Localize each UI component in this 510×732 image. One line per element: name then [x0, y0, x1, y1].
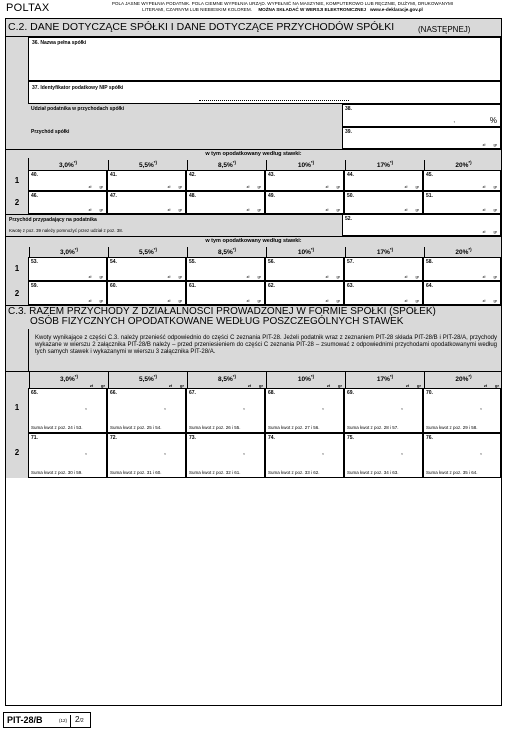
- header-note-2a: LITERAMI, CZARNYM LUB NIEBIESKIM KOLOREM.: [142, 6, 252, 12]
- field-64-currency: [483, 298, 497, 303]
- field-68-number: 68.: [268, 390, 275, 396]
- field-42[interactable]: [186, 170, 265, 191]
- gr-label: gr: [415, 184, 419, 189]
- field-57[interactable]: [344, 257, 423, 281]
- field-66[interactable]: [107, 388, 186, 433]
- field-69-number: 69.: [347, 390, 354, 396]
- row-2b-text: 2: [14, 289, 20, 298]
- section-c3-title: [6, 305, 501, 330]
- rate2-10: [266, 247, 345, 257]
- field-75-number: 75.: [347, 435, 354, 441]
- zl-label: zł: [246, 207, 250, 212]
- udzial-label-cell: [28, 104, 342, 128]
- field-67[interactable]: [186, 388, 265, 433]
- field-52-currency: [483, 229, 497, 234]
- field-40-currency: [89, 184, 103, 189]
- nip-comb: [199, 100, 349, 101]
- zl-label: zł: [325, 207, 329, 212]
- gr-label: gr: [99, 207, 103, 212]
- field-67-comma: ,: [243, 404, 245, 411]
- field-48[interactable]: [186, 191, 265, 214]
- zl-label: zł: [167, 298, 171, 303]
- gr-label: gr: [178, 298, 182, 303]
- rate-sup: *): [73, 160, 78, 165]
- rate-sup: *): [468, 374, 472, 379]
- field-39-revenue[interactable]: [342, 127, 501, 149]
- field-75-comma: ,: [401, 449, 403, 456]
- field-46-number: 46.: [31, 193, 38, 199]
- field-41[interactable]: [107, 170, 186, 191]
- zl-label: zł: [404, 298, 408, 303]
- zl-label: zł: [483, 383, 487, 388]
- przychod-label-cell: [28, 127, 342, 149]
- field-46-currency: [89, 207, 103, 212]
- c3-rate-3-0: [29, 372, 108, 389]
- c3-rate-20: [424, 372, 502, 389]
- zl-label: zł: [168, 383, 172, 388]
- field-74-comma: ,: [322, 449, 324, 456]
- field-49-number: 49.: [268, 193, 275, 199]
- row-1b-text: 1: [14, 264, 20, 273]
- field-59-currency: [89, 298, 103, 303]
- field-65-sum-note: Suma kwot z poz. 24 i 53.: [31, 425, 83, 430]
- rate-10: [266, 160, 345, 170]
- rate-sup: *): [389, 374, 394, 379]
- field-49-currency: [326, 207, 340, 212]
- rate-sup: *): [310, 247, 315, 252]
- field-59-number: 59.: [31, 283, 38, 289]
- field-53-currency: [89, 274, 103, 279]
- rate-sup: *): [310, 160, 315, 165]
- rate2-10-text: 10%: [297, 249, 311, 257]
- form-id-box: [3, 712, 91, 728]
- field-57-currency: [405, 274, 419, 279]
- zl-label: zł: [88, 184, 92, 189]
- field-66-comma: ,: [164, 404, 166, 411]
- c3-title-line2: OSÓB FIZYCZNYCH OPODATKOWANE WEDŁUG POSZCZEGÓLNYCH STAWEK: [30, 316, 404, 327]
- field-70-number: 70.: [426, 390, 433, 396]
- gr-label: gr: [493, 142, 497, 147]
- gr-label: gr: [417, 383, 421, 388]
- rate-sup: *): [468, 160, 472, 165]
- field-40-number: 40.: [31, 172, 38, 178]
- field-65[interactable]: [28, 388, 107, 433]
- rate-17-text: 17%: [376, 162, 390, 170]
- zl-label: zł: [482, 207, 486, 212]
- gr-label: gr: [493, 184, 497, 189]
- rate-sup: *): [310, 374, 315, 379]
- field-48-currency: [247, 207, 261, 212]
- c3-rate-17: [345, 372, 424, 389]
- field-41-number: 41.: [110, 172, 117, 178]
- field-58-currency: [483, 274, 497, 279]
- field-40[interactable]: [28, 170, 107, 191]
- field-52[interactable]: [342, 214, 501, 236]
- field-45-currency: [483, 184, 497, 189]
- row-2b-label: [6, 281, 28, 305]
- row-1-text: 1: [14, 176, 20, 185]
- field-60[interactable]: [107, 281, 186, 305]
- rate2-17: [345, 247, 424, 257]
- form-id: PIT-28/B: [7, 715, 43, 725]
- field-62[interactable]: [265, 281, 344, 305]
- gr-label: gr: [415, 207, 419, 212]
- field-68-sum-note: Suma kwot z poz. 27 i 56.: [268, 425, 320, 430]
- field-75[interactable]: [344, 433, 423, 478]
- rate2-17-text: 17%: [376, 249, 390, 257]
- field-73-comma: ,: [243, 449, 245, 456]
- field-37-label: 37. Identyfikator podatkowy NIP spółki: [32, 85, 124, 91]
- field-55-number: 55.: [189, 259, 196, 265]
- field-51[interactable]: [423, 191, 501, 214]
- gr-label: gr: [178, 274, 182, 279]
- rate-17: [345, 160, 424, 170]
- zl-label: zł: [404, 184, 408, 189]
- rate-sup: *): [153, 374, 158, 379]
- rate2-20: [424, 247, 502, 257]
- field-71-sum-note: Suma kwot z poz. 30 i 59.: [31, 470, 83, 475]
- w-tym-1-text: w tym opodatkowany według stawki:: [205, 151, 302, 157]
- field-43[interactable]: [265, 170, 344, 191]
- rate-3-0: [29, 160, 107, 169]
- gr-label: gr: [257, 298, 261, 303]
- gr-label: gr: [415, 274, 419, 279]
- field-67-number: 67.: [189, 390, 196, 396]
- field-39-number: 39.: [345, 129, 352, 135]
- field-65-number: 65.: [31, 390, 38, 396]
- field-56-number: 56.: [268, 259, 275, 265]
- zl-label: zł: [325, 184, 329, 189]
- row-1b-label: [6, 257, 28, 282]
- gr-label: gr: [336, 274, 340, 279]
- zl-label: zł: [482, 142, 486, 147]
- field-70-comma: ,: [480, 404, 482, 411]
- c3-rate-20-text: 20%: [455, 376, 469, 384]
- row-2-text: 2: [14, 198, 20, 207]
- gr-label: gr: [257, 207, 261, 212]
- rate-3-0-text: 3,0%: [58, 162, 74, 170]
- field-61-currency: [247, 298, 261, 303]
- rate-5-5: [108, 160, 187, 170]
- field-48-number: 48.: [189, 193, 196, 199]
- field-50-number: 50.: [347, 193, 354, 199]
- rate-sup: *): [232, 247, 237, 252]
- page-number: [70, 715, 84, 727]
- gr-label: gr: [257, 274, 261, 279]
- zl-label: zł: [167, 274, 171, 279]
- zl-label: zł: [89, 383, 93, 388]
- field-70[interactable]: [423, 388, 501, 433]
- c3-row-2-label: [6, 433, 28, 478]
- rate-20: [424, 160, 502, 170]
- field-73-number: 73.: [189, 435, 196, 441]
- udzial-label: Udział podatnika w przychodach spółki: [31, 106, 125, 112]
- c2-left-strip: [6, 37, 29, 151]
- zl-label: zł: [404, 207, 408, 212]
- poltax-logo: POLTAX: [6, 2, 50, 14]
- gr-label: gr: [493, 229, 497, 234]
- field-51-number: 51.: [426, 193, 433, 199]
- c3-rate-10-text: 10%: [297, 376, 311, 384]
- field-36-label: 36. Nazwa pełna spółki: [32, 40, 87, 46]
- field-38-share[interactable]: [342, 104, 501, 127]
- rate2-20-text: 20%: [455, 249, 469, 257]
- c3-rate-17-text: 17%: [376, 376, 390, 384]
- gr-label: gr: [415, 298, 419, 303]
- field-68[interactable]: [265, 388, 344, 433]
- field-56-currency: [326, 274, 340, 279]
- zl-label: zł: [482, 298, 486, 303]
- field-60-currency: [168, 298, 182, 303]
- field-72-number: 72.: [110, 435, 117, 441]
- c3-left-strip: [6, 329, 29, 371]
- field-74-number: 74.: [268, 435, 275, 441]
- zl-label: zł: [246, 184, 250, 189]
- gr-label: gr: [493, 274, 497, 279]
- c2-title-text: C.2. DANE DOTYCZĄCE SPÓŁKI I DANE DOTYCZĄCE PRZYCHODÓW SPÓŁKI: [8, 21, 395, 33]
- field-44[interactable]: [344, 170, 423, 191]
- field-61[interactable]: [186, 281, 265, 305]
- field-43-currency: [326, 184, 340, 189]
- field-75-sum-note: Suma kwot z poz. 34 i 63.: [347, 470, 399, 475]
- rate-sup: *): [232, 374, 237, 379]
- field-47-currency: [168, 207, 182, 212]
- header-note-line1: POLA JASNE WYPEŁNIA PODATNIK. POLA CIEMNE WYPEŁNIA URZĄD. WYPEŁNIĆ NA MASZYNIE, KOMPUTEROWO LUB RĘCZNIE, DUŻYMI, DRUKOWANYMI: [111, 1, 454, 6]
- field-76-number: 76.: [426, 435, 433, 441]
- field-58[interactable]: [423, 257, 501, 281]
- field-39-currency: [483, 142, 497, 147]
- gr-label: gr: [336, 207, 340, 212]
- field-69[interactable]: [344, 388, 423, 433]
- header-instructions: [60, 1, 505, 12]
- rate2-8-5: [187, 247, 266, 257]
- gr-label: gr: [178, 207, 182, 212]
- c3-title-line1: C.3. RAZEM PRZYCHODY Z DZIAŁALNOŚCI PROWADZONEJ W FORMIE SPÓŁKI (SPÓŁEK): [8, 306, 436, 317]
- field-60-number: 60.: [110, 283, 117, 289]
- zl-label: zł: [88, 207, 92, 212]
- field-66-number: 66.: [110, 390, 117, 396]
- rate2-5-5-text: 5,5%: [138, 249, 154, 257]
- zl-label: zł: [167, 184, 171, 189]
- zl-label: zł: [405, 383, 409, 388]
- gr-label: gr: [336, 298, 340, 303]
- zl-label: zł: [482, 274, 486, 279]
- header-note-2b: MOŻNA SKŁADAĆ W WERSJI ELEKTRONICZNEJ: [258, 6, 367, 12]
- c3-rate-8-5: [187, 372, 266, 389]
- field-37-nip[interactable]: [28, 81, 501, 104]
- field-41-currency: [168, 184, 182, 189]
- c3-rate-8-5-text: 8,5%: [217, 376, 233, 384]
- field-44-number: 44.: [347, 172, 354, 178]
- c3-instructions-text: Kwoty wynikające z części C.3. należy przenieść odpowiednio do części C zeznania PIT-28. Jeżeli podatnik wraz z zeznaniem PIT-28 składa PIT-28/B i PIT-28/A, przychody wykazane w wierszu 2 załącznika PIT-28/B należy – przed przeniesieniem do części C zeznania PIT-28 – zsumować z odpowiednimi przychodami opodatkowanymi według tych samych stawek i wykazanymi w wierszu 3 załącznika PIT-28/A.: [35, 335, 497, 356]
- page-current: 2: [75, 715, 80, 724]
- zl-label: zł: [167, 207, 171, 212]
- form-version: (12): [59, 718, 68, 723]
- c3-rate-5-5-text: 5,5%: [138, 376, 154, 384]
- field-76[interactable]: [423, 433, 501, 478]
- rate-sup: *): [153, 160, 158, 165]
- field-73-sum-note: Suma kwot z poz. 32 i 61.: [189, 470, 241, 475]
- field-71[interactable]: [28, 433, 107, 478]
- field-68-comma: ,: [322, 404, 324, 411]
- field-74-sum-note: Suma kwot z poz. 33 i 62.: [268, 470, 320, 475]
- gr-label: gr: [101, 383, 105, 388]
- page-total: /2: [79, 718, 84, 724]
- gr-label: gr: [180, 383, 184, 388]
- field-62-currency: [326, 298, 340, 303]
- gr-label: gr: [493, 298, 497, 303]
- rate-8-5: [187, 160, 266, 170]
- field-69-sum-note: Suma kwot z poz. 28 i 57.: [347, 425, 399, 430]
- przypadajacy-label: Przychód przypadający na podatnika: [9, 217, 97, 223]
- field-54[interactable]: [107, 257, 186, 281]
- field-62-number: 62.: [268, 283, 275, 289]
- rate-sup: *): [389, 160, 394, 165]
- field-76-comma: ,: [480, 449, 482, 456]
- field-71-number: 71.: [31, 435, 38, 441]
- field-63-number: 63.: [347, 283, 354, 289]
- row-2-label: [6, 191, 28, 214]
- row-1-label: [6, 170, 28, 192]
- rate2-3-0: [29, 247, 108, 257]
- zl-label: zł: [482, 184, 486, 189]
- rate-20-text: 20%: [455, 162, 469, 170]
- field-36-company-name[interactable]: [28, 37, 501, 81]
- c3-rate-3-0-text: 3,0%: [59, 376, 75, 384]
- zl-label: zł: [88, 274, 92, 279]
- rate-sup: *): [153, 247, 158, 252]
- c2-title-suffix: (NASTĘPNEJ): [418, 25, 471, 34]
- zl-label: zł: [325, 298, 329, 303]
- w-tym-2-text: w tym opodatkowany według stawki:: [205, 238, 302, 244]
- rate-sup: *): [74, 247, 79, 252]
- field-66-sum-note: Suma kwot z poz. 25 i 54.: [110, 425, 162, 430]
- rate-sup: *): [74, 374, 79, 379]
- field-76-sum-note: Suma kwot z poz. 35 i 64.: [426, 470, 478, 475]
- c3-rate-10: [266, 372, 345, 389]
- gr-label: gr: [495, 383, 499, 388]
- rate2-3-0-text: 3,0%: [59, 249, 75, 257]
- header-note-2c: www.e-deklaracje.gov.pl: [369, 6, 423, 12]
- rate-sup: *): [389, 247, 394, 252]
- gr-label: gr: [493, 207, 497, 212]
- field-59[interactable]: [28, 281, 107, 305]
- field-67-sum-note: Suma kwot z poz. 26 i 55.: [189, 425, 241, 430]
- field-50-currency: [405, 207, 419, 212]
- c3-row-1-label: [6, 388, 28, 434]
- field-63[interactable]: [344, 281, 423, 305]
- field-72-comma: ,: [164, 449, 166, 456]
- rate-5-5-text: 5,5%: [138, 162, 154, 170]
- field-71-comma: ,: [85, 449, 87, 456]
- field-73[interactable]: [186, 433, 265, 478]
- rate-8-5-text: 8,5%: [217, 162, 233, 170]
- field-72[interactable]: [107, 433, 186, 478]
- rate2-5-5: [108, 247, 187, 257]
- zl-label: zł: [247, 383, 251, 388]
- field-72-sum-note: Suma kwot z poz. 31 i 60.: [110, 470, 162, 475]
- field-54-currency: [168, 274, 182, 279]
- decimal-comma: ,: [453, 118, 455, 124]
- field-52-number: 52.: [345, 216, 352, 222]
- field-65-comma: ,: [85, 404, 87, 411]
- gr-label: gr: [99, 184, 103, 189]
- field-54-number: 54.: [110, 259, 117, 265]
- gr-label: gr: [178, 184, 182, 189]
- field-70-sum-note: Suma kwot z poz. 29 i 58.: [426, 425, 478, 430]
- zl-label: zł: [88, 298, 92, 303]
- field-45[interactable]: [423, 170, 501, 191]
- field-50[interactable]: [344, 191, 423, 214]
- zl-label: zł: [482, 229, 486, 234]
- field-38-number: 38.: [345, 106, 352, 112]
- field-53[interactable]: [28, 257, 107, 281]
- section-c2-title: [6, 19, 501, 37]
- c3-row-2-text: 2: [14, 448, 20, 457]
- gr-label: gr: [99, 298, 103, 303]
- percent-sign: %: [489, 116, 497, 125]
- field-49[interactable]: [265, 191, 344, 214]
- field-46[interactable]: [28, 191, 107, 214]
- field-42-number: 42.: [189, 172, 196, 178]
- field-55-currency: [247, 274, 261, 279]
- field-43-number: 43.: [268, 172, 275, 178]
- field-63-currency: [405, 298, 419, 303]
- field-45-number: 45.: [426, 172, 433, 178]
- zl-label: zł: [246, 298, 250, 303]
- field-44-currency: [405, 184, 419, 189]
- field-55[interactable]: [186, 257, 265, 281]
- field-47[interactable]: [107, 191, 186, 214]
- kwote-label: Kwotę z poz. 39 należy pomnożyć przez udział z poz. 38.: [9, 228, 124, 233]
- gr-label: gr: [257, 184, 261, 189]
- c3-instructions: [29, 329, 501, 371]
- zl-label: zł: [326, 383, 330, 388]
- c3-row-1-text: 1: [14, 403, 20, 412]
- header-note-line2: [60, 7, 505, 13]
- field-64-number: 64.: [426, 283, 433, 289]
- rate-sup: *): [468, 247, 472, 252]
- field-74[interactable]: [265, 433, 344, 478]
- field-57-number: 57.: [347, 259, 354, 265]
- field-56[interactable]: [265, 257, 344, 281]
- przypadajacy-label-cell: [6, 214, 342, 237]
- field-64[interactable]: [423, 281, 501, 305]
- field-58-number: 58.: [426, 259, 433, 265]
- zl-label: zł: [246, 274, 250, 279]
- field-42-currency: [247, 184, 261, 189]
- field-51-currency: [483, 207, 497, 212]
- gr-label: gr: [259, 383, 263, 388]
- gr-label: gr: [99, 274, 103, 279]
- rate2-8-5-text: 8,5%: [217, 249, 233, 257]
- zl-label: zł: [404, 274, 408, 279]
- zl-label: zł: [325, 274, 329, 279]
- rate-10-text: 10%: [297, 162, 311, 170]
- field-47-number: 47.: [110, 193, 117, 199]
- c3-rate-5-5: [108, 372, 187, 389]
- field-53-number: 53.: [31, 259, 38, 265]
- rate-sup: *): [232, 160, 237, 165]
- przychod-label: Przychód spółki: [31, 129, 70, 135]
- gr-label: gr: [336, 184, 340, 189]
- gr-label: gr: [338, 383, 342, 388]
- field-69-comma: ,: [401, 404, 403, 411]
- field-61-number: 61.: [189, 283, 196, 289]
